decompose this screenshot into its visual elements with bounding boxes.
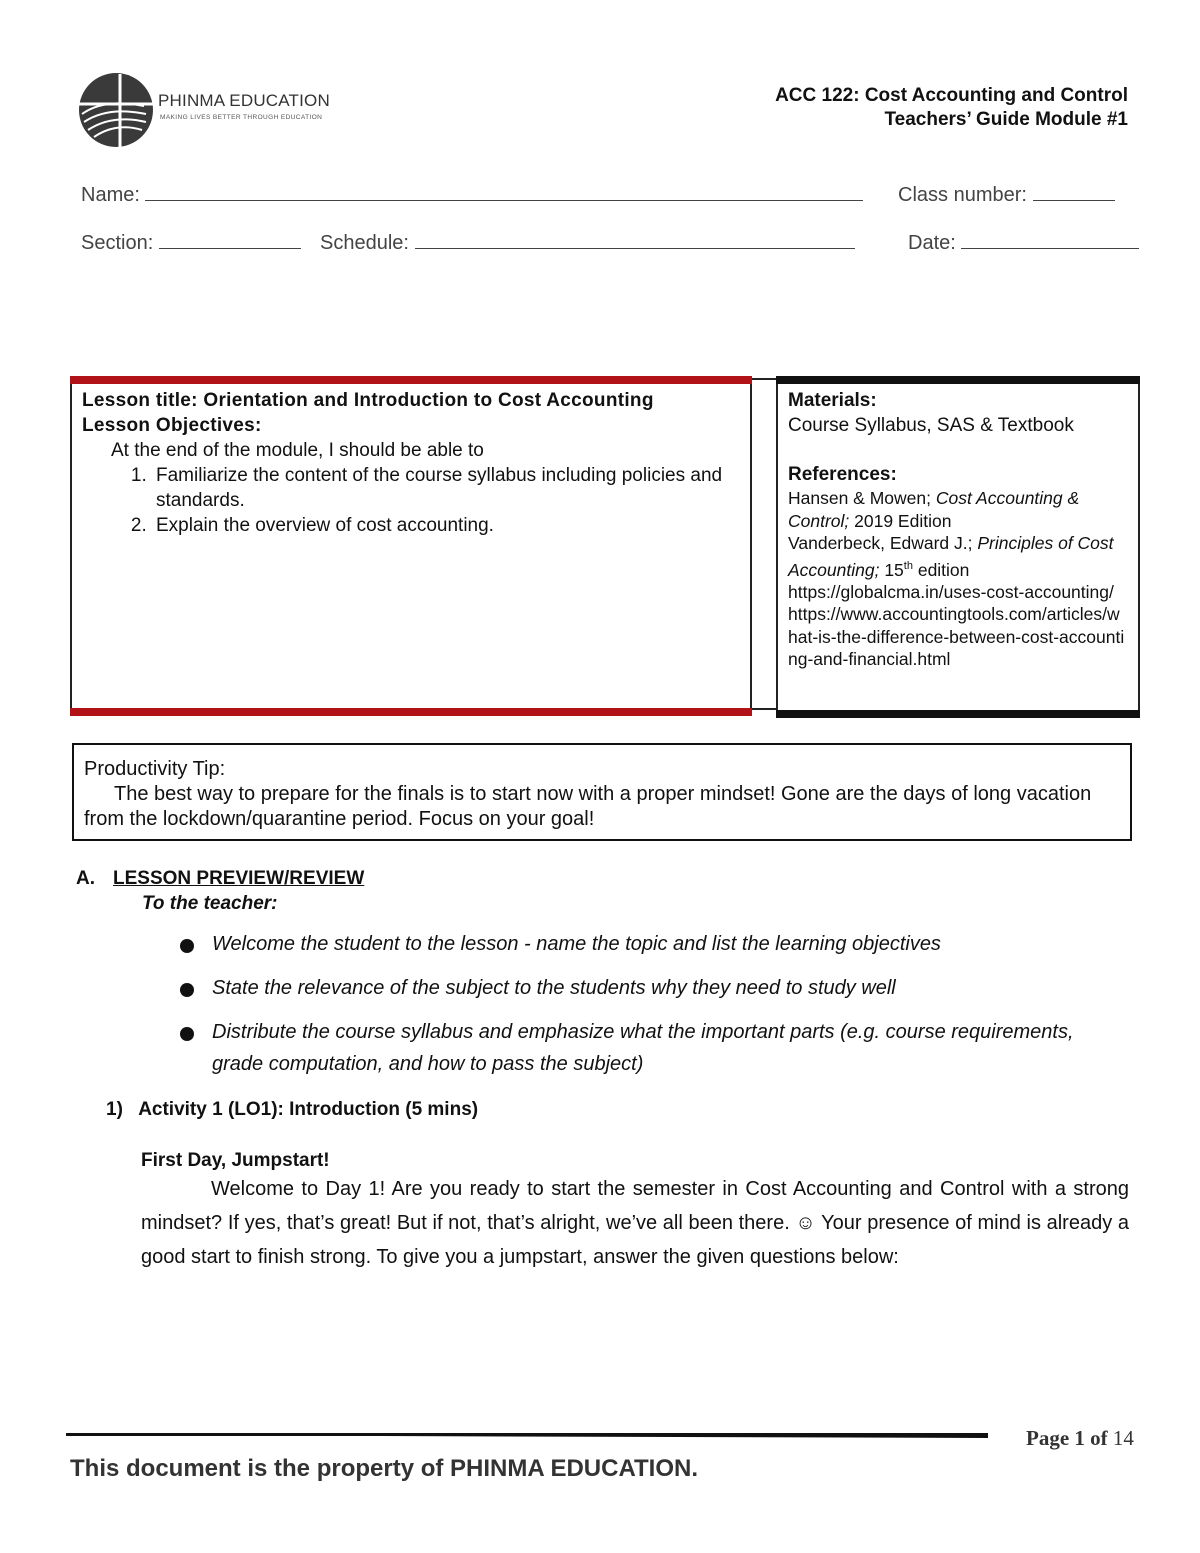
- date-label: Date:: [908, 232, 956, 254]
- bullet-icon: [180, 939, 194, 953]
- reference-link[interactable]: https://www.accountingtools.com/articles/what-is-the-difference-between-cost-accounting-and-financial.html: [788, 604, 1125, 670]
- footer-rule: [66, 1432, 988, 1438]
- course-title: ACC 122: Cost Accounting and Control: [775, 85, 1128, 106]
- activity-number: 1): [106, 1099, 123, 1120]
- section-heading: [76, 868, 364, 890]
- instruction-text: Welcome the student to the lesson - name the topic and list the learning objectives: [212, 933, 941, 955]
- objectives-intro: At the end of the module, I should be able to: [111, 440, 484, 461]
- logo-name: PHINMA EDUCATION: [158, 91, 330, 110]
- black-bottom-bar: [776, 710, 1140, 718]
- page-of: of: [1090, 1426, 1108, 1450]
- date-row: [908, 230, 1139, 255]
- logo-tagline: MAKING LIVES BETTER THROUGH EDUCATION: [160, 114, 323, 121]
- objective-item: 2. Explain the overview of cost accounting.: [152, 513, 742, 538]
- page-word: Page: [1026, 1426, 1070, 1450]
- class-number-field[interactable]: [1033, 182, 1115, 201]
- divider-bottom: [752, 708, 776, 710]
- page-total: 14: [1112, 1426, 1134, 1450]
- page-current: 1: [1074, 1426, 1085, 1450]
- lesson-content: [82, 388, 742, 538]
- page-number: [1026, 1426, 1134, 1451]
- tip-text: The best way to prepare for the finals is to start now with a proper mindset! Gone are the days of long vacation from the lockdown/quarantine period. Focus on your goal!: [84, 783, 1092, 830]
- class-number-row: [898, 182, 1115, 207]
- reference-item: [788, 532, 1128, 581]
- tip-label: Productivity Tip:: [84, 758, 226, 780]
- reference-link[interactable]: https://globalcma.in/uses-cost-accounting/: [788, 581, 1114, 602]
- ref-title: Principles of Cost Accounting;: [788, 533, 1114, 580]
- property-notice: This document is the property of PHINMA EDUCATION.: [70, 1455, 699, 1482]
- section-label: Section:: [81, 232, 154, 254]
- red-bottom-bar: [70, 708, 752, 716]
- name-row: [81, 182, 863, 207]
- teacher-instructions-list: [180, 928, 1080, 1092]
- activity-title: Activity 1 (LO1): Introduction (5 mins): [138, 1099, 479, 1120]
- date-field[interactable]: [961, 230, 1139, 249]
- section-field[interactable]: [159, 230, 301, 249]
- guide-title: Teachers’ Guide Module #1: [884, 109, 1128, 130]
- materials-content: [788, 388, 1128, 671]
- red-top-bar: [70, 376, 752, 384]
- instruction-text: Distribute the course syllabus and emphasize what the important parts (e.g. course requirements, grade computation, and how to pass the subject): [212, 1021, 1074, 1075]
- ref-edition: edition: [912, 559, 970, 580]
- ref-title: Cost Accounting & Control;: [788, 488, 1080, 531]
- activity-subtitle: First Day, Jumpstart!: [141, 1150, 330, 1171]
- schedule-row: [320, 230, 855, 255]
- schedule-label: Schedule:: [320, 232, 409, 254]
- materials-label: Materials:: [788, 390, 877, 411]
- class-number-label: Class number:: [898, 184, 1027, 206]
- references-label: References:: [788, 464, 897, 485]
- ref-edition: 2019 Edition: [849, 510, 952, 531]
- list-item: [180, 1016, 1080, 1080]
- references-list: [788, 487, 1128, 671]
- activity-paragraph: Welcome to Day 1! Are you ready to start the semester in Cost Accounting and Control with a strong mindset? If yes, that’s great! But if not, that’s alright, we’ve all been there. ☺ Your presence of mind is already a good start to finish strong. To give you a jumpstart, answer the given questions below:: [141, 1178, 1129, 1268]
- ref-author: Hansen & Mowen;: [788, 488, 936, 508]
- objectives-label: Lesson Objectives:: [82, 415, 262, 436]
- to-teacher-label: To the teacher:: [142, 893, 278, 914]
- activity-heading: [106, 1099, 478, 1121]
- ref-edition-superscript: th: [903, 559, 913, 572]
- divider-top: [752, 378, 776, 380]
- ref-author: Vanderbeck, Edward J.;: [788, 533, 978, 553]
- instruction-text: State the relevance of the subject to the students why they need to study well: [212, 977, 896, 999]
- materials-value: Course Syllabus, SAS & Textbook: [788, 415, 1074, 436]
- objective-item: 1. Familiarize the content of the course syllabus including policies and standards.: [152, 463, 742, 513]
- section-letter: A.: [76, 868, 95, 889]
- list-item: [180, 972, 1080, 1004]
- bullet-icon: [180, 983, 194, 997]
- lesson-title: Lesson title: Orientation and Introduction to Cost Accounting: [82, 390, 654, 411]
- course-header: [775, 84, 1128, 132]
- reference-item: [788, 487, 1128, 532]
- black-top-bar: [776, 376, 1140, 384]
- bullet-icon: [180, 1027, 194, 1041]
- productivity-tip-box: [72, 743, 1132, 841]
- section-row: [81, 230, 301, 255]
- ref-edition-number: 15: [879, 559, 904, 580]
- objectives-list: [82, 463, 742, 538]
- name-field[interactable]: [145, 182, 863, 201]
- name-label: Name:: [81, 184, 140, 206]
- schedule-field[interactable]: [415, 230, 855, 249]
- section-title: LESSON PREVIEW/REVIEW: [113, 868, 365, 889]
- globe-logo-icon: [74, 70, 160, 150]
- list-item: [180, 928, 1080, 960]
